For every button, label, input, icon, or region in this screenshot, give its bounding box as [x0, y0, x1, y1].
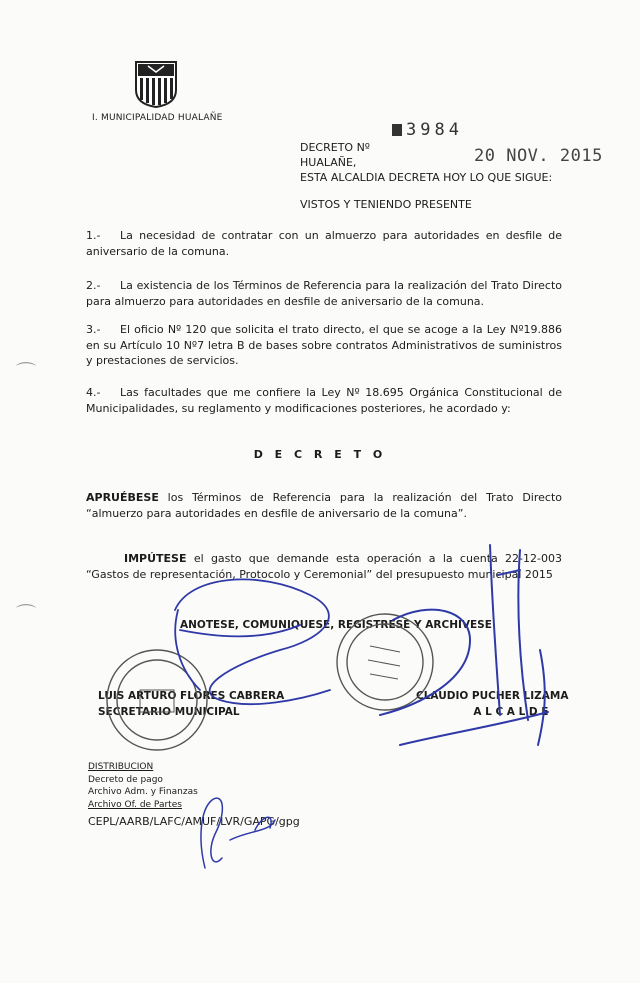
considerando-text: El oficio Nº 120 que solicita el trato directo, el que se acoge a la Ley Nº19.886 en su Artículo 10 Nº7 letra B de bases sobre contratos Administrativos de suministros y prestaciones de servicios. [86, 323, 562, 367]
decree-line: DECRETO Nº [300, 141, 370, 154]
considerando-3 [86, 322, 562, 369]
stamp-mark-icon [392, 124, 402, 136]
imputese-paragraph [86, 551, 562, 582]
initials-signature [201, 798, 275, 868]
decree-number: 3984 [406, 120, 463, 140]
apruebese-paragraph [86, 490, 562, 521]
place-line: HUALAÑE, [300, 156, 357, 169]
municipal-coat-of-arms [134, 60, 178, 108]
considerando-text: La necesidad de contratar con un almuerzo para autoridades en desfile de aniversario de la comuna. [86, 229, 562, 258]
distribution-item: Archivo Of. de Partes [88, 799, 182, 810]
considerando-number: 3.- [86, 323, 101, 336]
imputese-keyword: IMPÚTESE [124, 552, 187, 565]
distribution-block [88, 761, 198, 811]
intro-line: ESTA ALCALDIA DECRETA HOY LO QUE SIGUE: [300, 171, 553, 184]
apruebese-text: los Términos de Referencia para la realización del Trato Directo “almuerzo para autoridades en desfile de aniversario de la comuna”. [86, 491, 562, 520]
initials-line: CEPL/AARB/LAFC/AMUF/LVR/GAPG/gpg [88, 815, 300, 828]
considerando-number: 1.- [86, 229, 101, 242]
considerando-2 [86, 278, 562, 309]
distribution-heading: DISTRIBUCION [88, 762, 154, 772]
considerando-4 [86, 385, 562, 416]
decree-number-stamp [392, 120, 463, 140]
decreto-title: D E C R E T O [253, 448, 387, 461]
secretary-signature-block [98, 688, 284, 720]
anotese-line: ANOTESE, COMUNIQUESE, REGISTRESE Y ARCHIVESE [180, 619, 492, 631]
considerando-text: Las facultades que me confiere la Ley Nº 18.695 Orgánica Constitucional de Municipalidades, su reglamento y modificaciones posteriores, he acordado y: [86, 386, 562, 415]
considerando-number: 2.- [86, 279, 101, 292]
considerando-1 [86, 228, 562, 259]
mayor-signature-block [416, 688, 568, 720]
mayor-title: A L C A L D E [473, 706, 549, 718]
distribution-item: Decreto de pago [88, 774, 163, 785]
considerando-text: La existencia de los Términos de Referencia para la realización del Trato Directo para almuerzo para autoridades en desfile de aniversario de la comuna. [86, 279, 562, 308]
decree-header [300, 140, 552, 185]
institution-name: I. MUNICIPALIDAD HUALAÑE [92, 113, 223, 123]
considerando-number: 4.- [86, 386, 101, 399]
mayor-name: CLAUDIO PUCHER LIZAMA [416, 690, 569, 702]
secretary-title: SECRETARIO MUNICIPAL [98, 706, 240, 718]
secretary-name: LUIS ARTURO FLORES CABRERA [98, 690, 285, 702]
secretary-signature [175, 579, 330, 704]
margin-mark-icon: ⌒ [16, 602, 36, 626]
distribution-item: Archivo Adm. y Finanzas [88, 787, 198, 797]
vistos-heading: VISTOS Y TENIENDO PRESENTE [300, 198, 472, 211]
date-stamp: 20 NOV. 2015 [474, 146, 603, 166]
apruebese-keyword: APRUÉBESE [86, 491, 159, 504]
imputese-text: el gasto que demande esta operación a la cuenta 22-12-003 “Gastos de representación, Protocolo y Ceremonial” del presupuesto municipal 2015 [86, 552, 562, 581]
margin-mark-icon: ⌒ [16, 360, 36, 384]
